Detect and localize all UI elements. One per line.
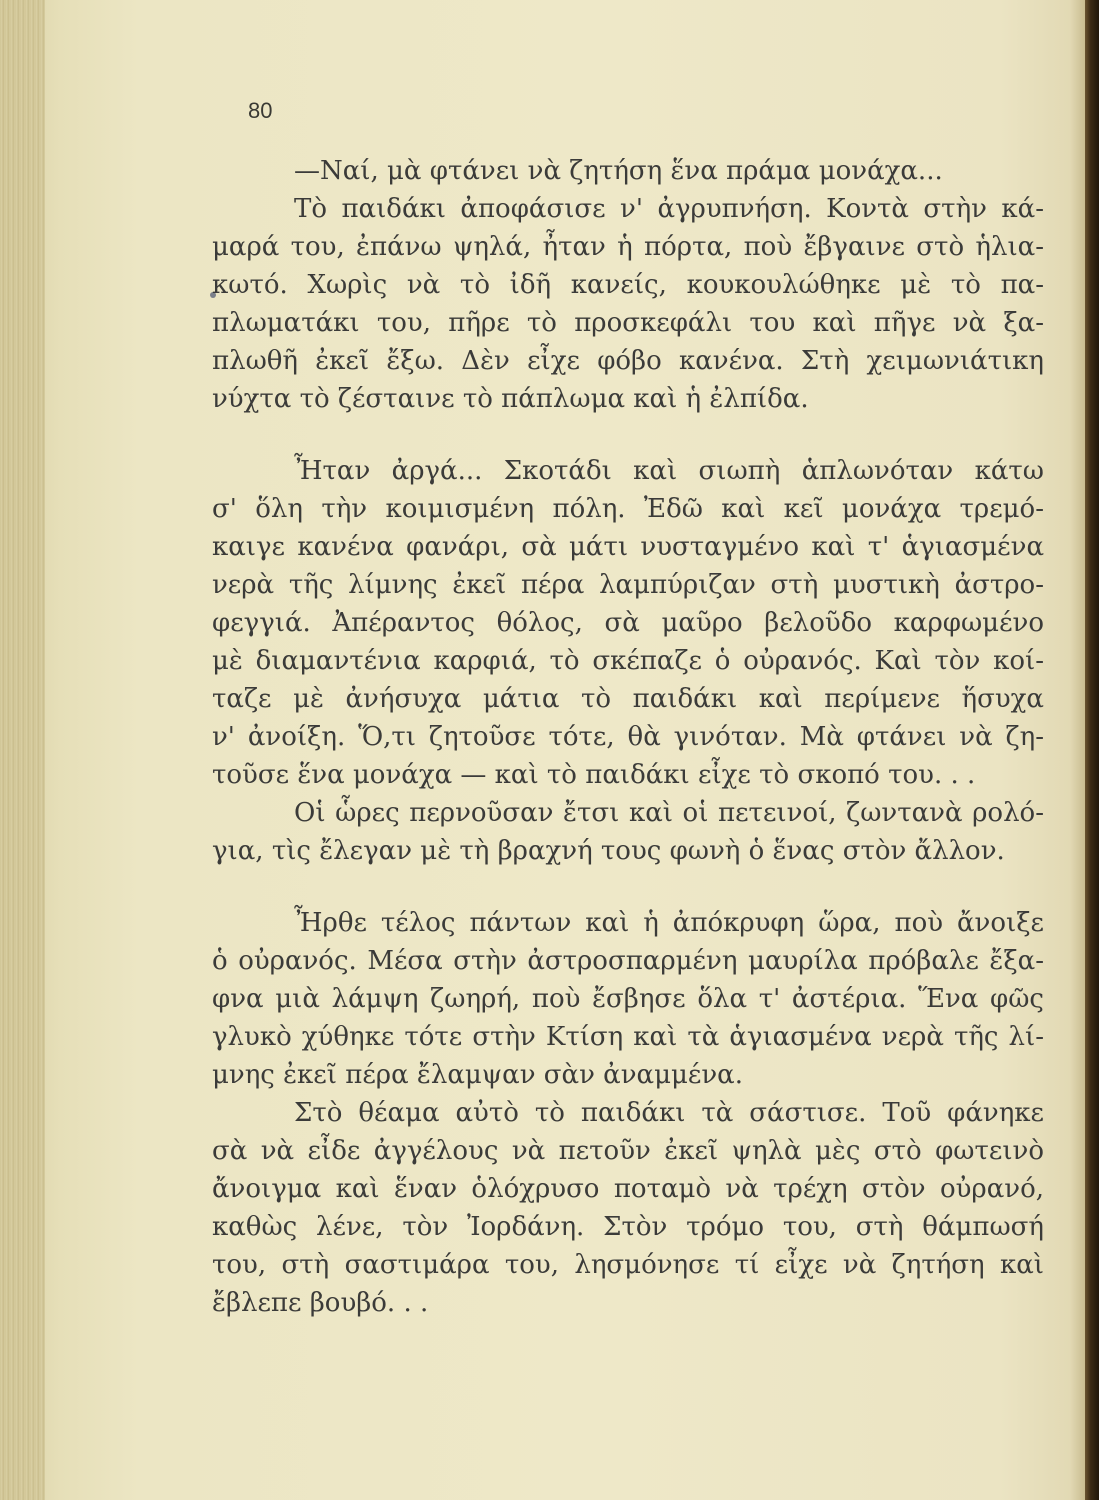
text-line: τοῦσε ἕνα μονάχα — καὶ τὸ παιδάκι εἶχε τὸ σκοπό του. . . [212,760,976,790]
text-line: ἄνοιγμα καὶ ἕναν ὁλόχρυσο ποταμὸ νὰ τρέχη στὸν οὐρανό, [212,1174,1044,1204]
text-line: Ἦταν ἀργά... Σκοτάδι καὶ σιωπὴ ἁπλωνόταν κάτω [294,456,1044,486]
text-line: μνης ἐκεῖ πέρα ἔλαμψαν σὰν ἀναμμένα. [212,1060,743,1090]
page-number: 80 [248,98,273,123]
text-line: φνα μιὰ λάμψη ζωηρή, ποὺ ἔσβησε ὅλα τ' ἀστέρια. Ἕνα φῶς [212,984,1044,1014]
text-line: —Ναί, μὰ φτάνει νὰ ζητήση ἕνα πράμα μονάχα... [294,156,943,186]
text-line: γλυκὸ χύθηκε τότε στὴν Κτίση καὶ τὰ ἁγιασμένα νερὰ τῆς λί- [212,1022,1044,1052]
book-binding-shadow [1085,0,1099,1500]
text-line: ἔβλεπε βουβό. . . [212,1288,429,1318]
text-line: Ἦρθε τέλος πάντων καὶ ἡ ἀπόκρυφη ὥρα, ποὺ ἄνοιξε [294,908,1044,938]
text-line: πλωματάκι του, πῆρε τὸ προσκεφάλι του καὶ πῆγε νὰ ξα- [212,308,1044,338]
text-line: σὰ νὰ εἶδε ἀγγέλους νὰ πετοῦν ἐκεῖ ψηλὰ μὲς στὸ φωτεινὸ [212,1136,1044,1166]
text-line: μαρά του, ἐπάνω ψηλά, ἦταν ἡ πόρτα, ποὺ ἔβγαινε στὸ ἡλια- [212,232,1044,262]
text-line: καθὼς λένε, τὸν Ἰορδάνη. Στὸν τρόμο του, στὴ θάμπωσή [212,1212,1044,1242]
text-line: μὲ διαμαντένια καρφιά, τὸ σκέπαζε ὁ οὐρανός. Καὶ τὸν κοί- [212,646,1044,676]
text-line: Στὸ θέαμα αὐτὸ τὸ παιδάκι τὰ σάστισε. Τοῦ φάνηκε [294,1098,1044,1128]
text-line: φεγγιά. Ἀπέραντος θόλος, σὰ μαῦρο βελοῦδο καρφωμένο [212,608,1044,638]
text-line: κωτό. Χωρὶς νὰ τὸ ἰδῆ κανείς, κουκουλώθηκε μὲ τὸ πα- [212,270,1044,300]
text-line: Τὸ παιδάκι ἀποφάσισε ν' ἀγρυπνήση. Κοντὰ στὴν κά- [294,194,1044,224]
text-line: νύχτα τὸ ζέσταινε τὸ πάπλωμα καὶ ἡ ἐλπίδα. [212,384,809,414]
text-line: του, στὴ σαστιμάρα του, λησμόνησε τί εἶχε νὰ ζητήση καὶ [212,1250,1044,1280]
text-line: νερὰ τῆς λίμνης ἐκεῖ πέρα λαμπύριζαν στὴ μυστικὴ ἀστρο- [212,570,1044,600]
text-line: ὁ οὐρανός. Μέσα στὴν ἀστροσπαρμένη μαυρίλα πρόβαλε ἔξα- [212,946,1044,976]
text-line: ταζε μὲ ἀνήσυχα μάτια τὸ παιδάκι καὶ περίμενε ἥσυχα [212,684,1044,714]
text-line: ν' ἀνοίξη. Ὅ,τι ζητοῦσε τότε, θὰ γινόταν. Μὰ φτάνει νὰ ζη- [212,722,1044,752]
text-line: για, τὶς ἔλεγαν μὲ τὴ βραχνή τους φωνὴ ὁ ἕνας στὸν ἄλλον. [212,836,1005,866]
text-line: σ' ὅλη τὴν κοιμισμένη πόλη. Ἐδῶ καὶ κεῖ μονάχα τρεμό- [212,494,1044,524]
text-line: πλωθῆ ἐκεῖ ἔξω. Δὲν εἶχε φόβο κανένα. Στὴ χειμωνιάτικη [212,346,1044,376]
text-line: καιγε κανένα φανάρι, σὰ μάτι νυσταγμένο καὶ τ' ἁγιασμένα [212,532,1044,562]
text-line: Οἱ ὧρες περνοῦσαν ἔτσι καὶ οἱ πετεινοί, ζωντανὰ ρολό- [294,798,1044,828]
body-text [212,152,1044,1322]
book-page-edges [0,0,45,1500]
